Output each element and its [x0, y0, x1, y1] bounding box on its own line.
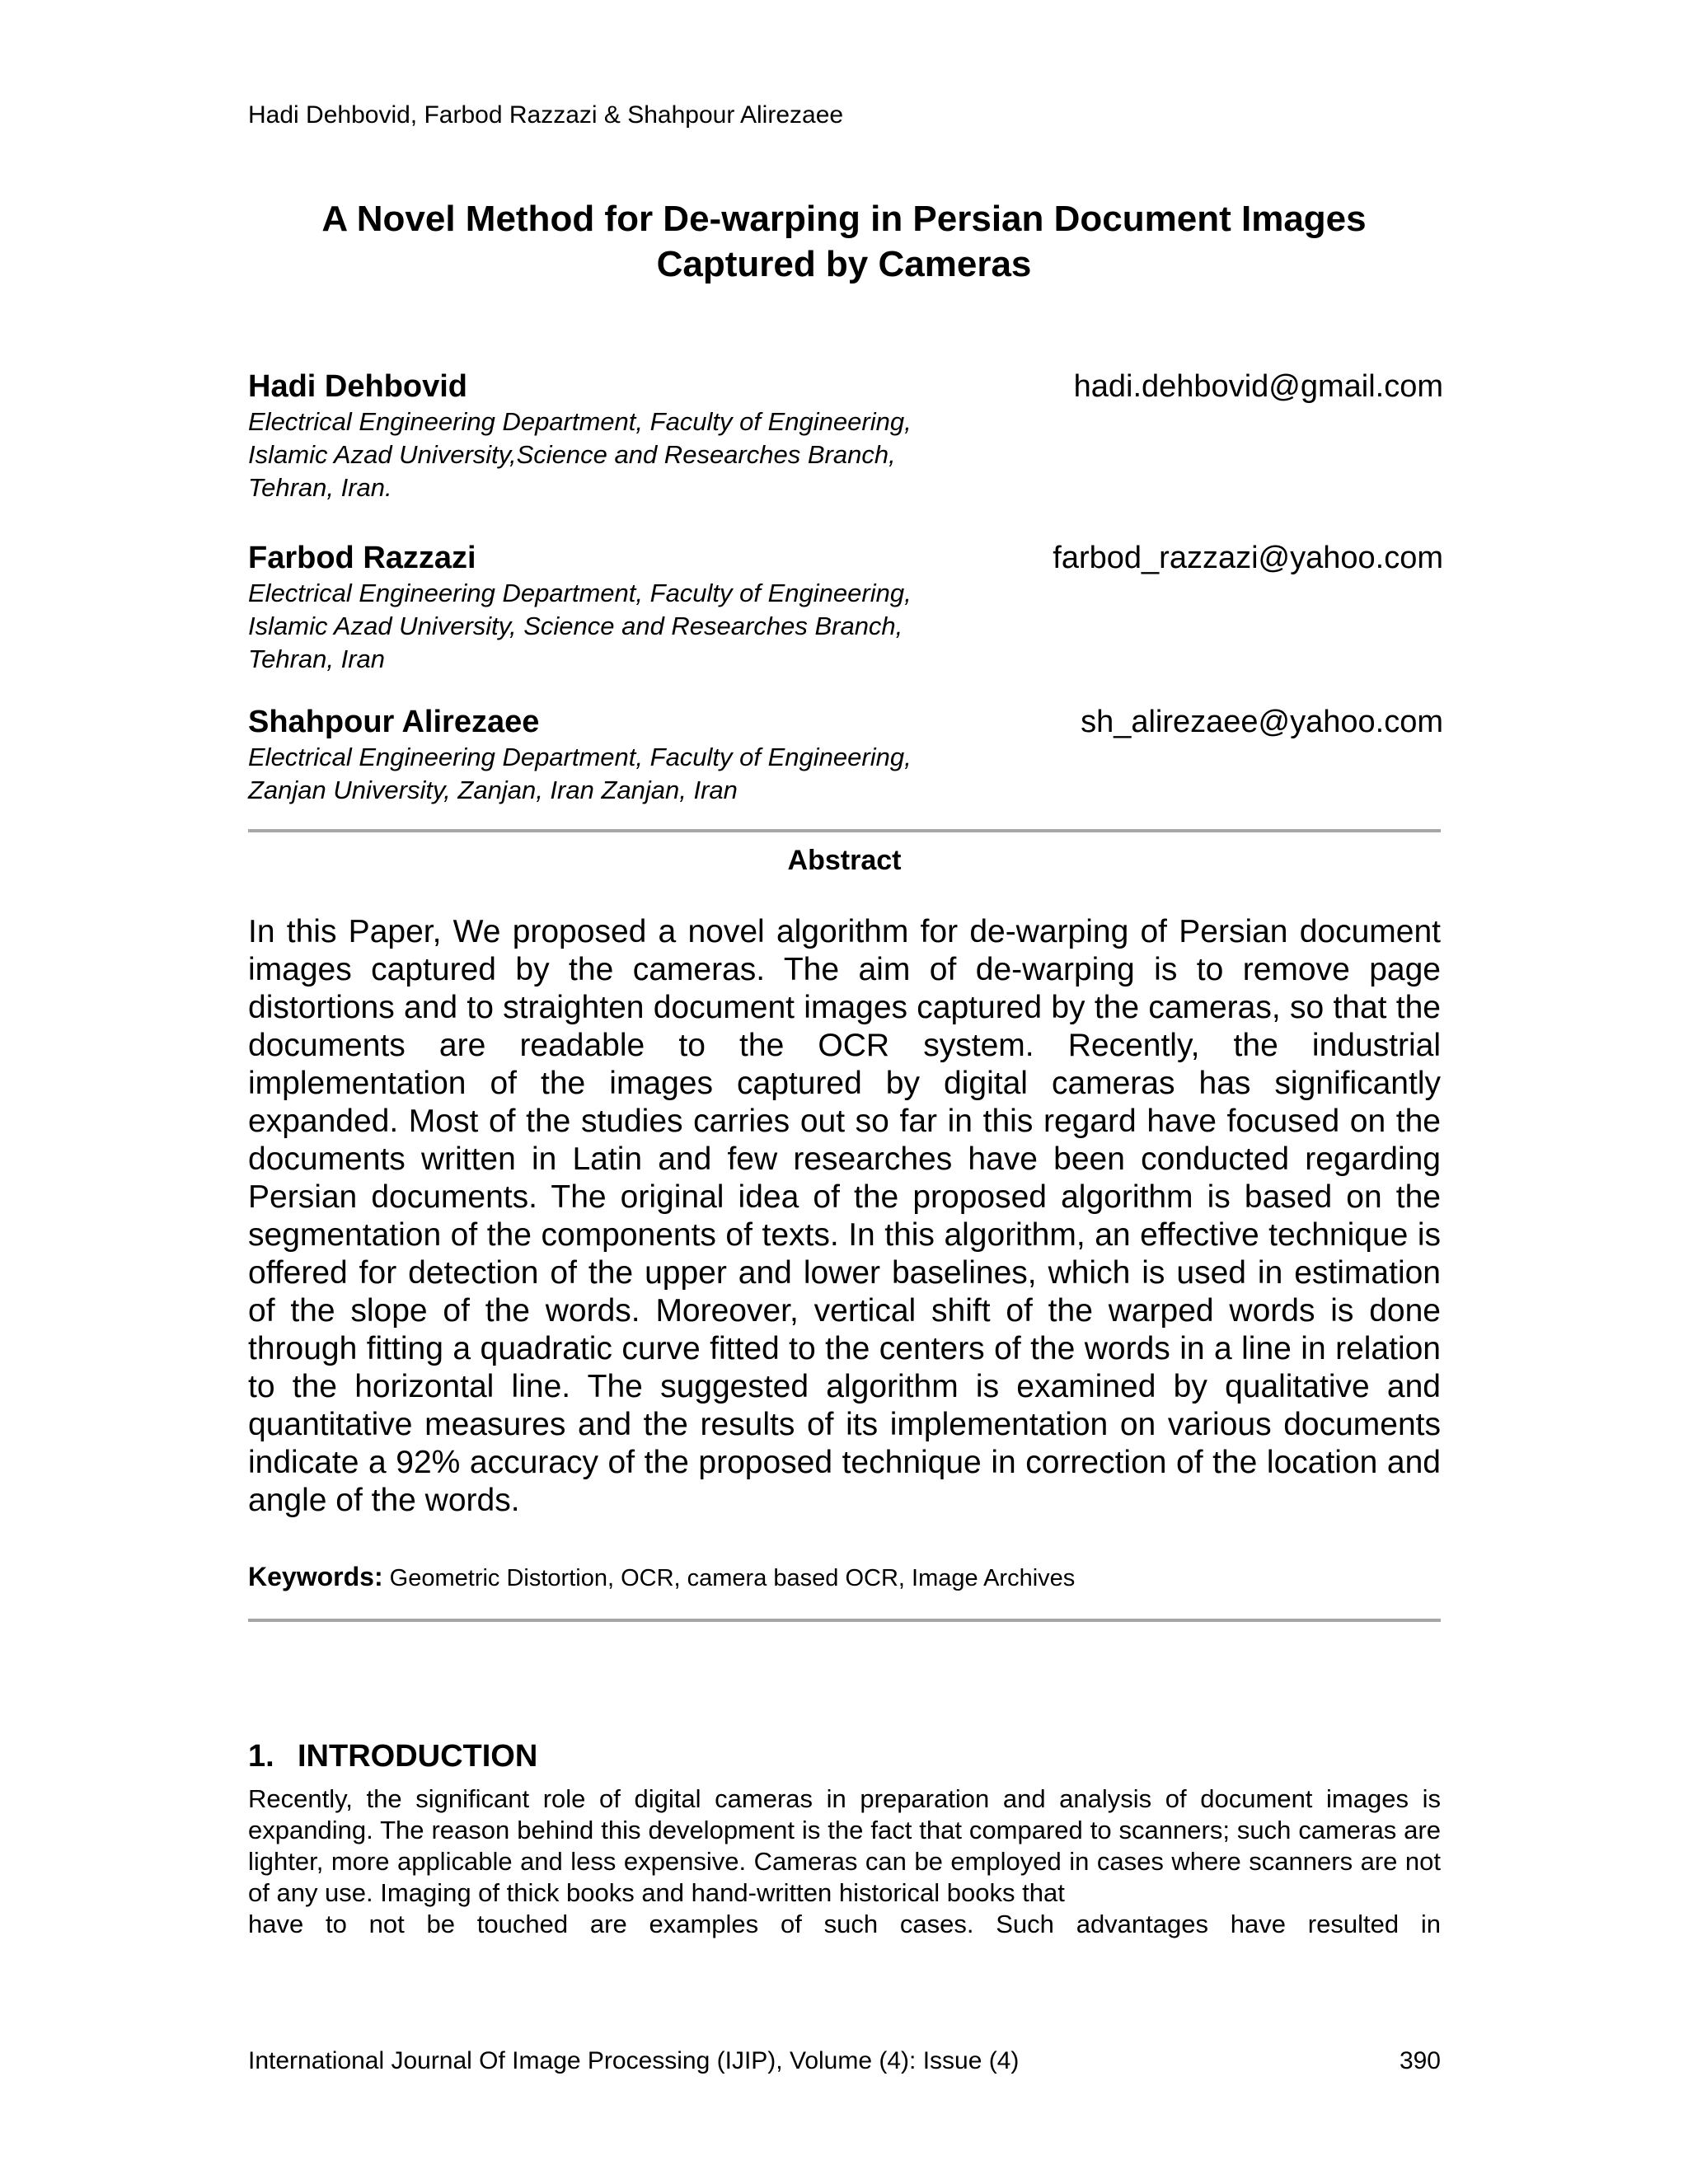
- author-affiliation-line: Tehran, Iran.: [248, 473, 392, 502]
- author-block-3: [248, 703, 1443, 807]
- keywords-line: [248, 1561, 1441, 1594]
- introduction-paragraph: Recently, the significant role of digital cameras in preparation and analysis of document images is expanding. The reason behind this development is the fact that compared to scanners; such cameras are lighter, more applicable and less expensive. Cameras can be employed in cases where scanners are not of any use. Imaging of thick books and hand-written historical books that: [248, 1784, 1441, 1907]
- paper-title-line-1: A Novel Method for De-warping in Persian Document Images: [321, 199, 1367, 239]
- introduction-last-line: have to not be touched are examples of such cases. Such advantages have resulted in: [248, 1910, 1441, 1938]
- abstract-heading: Abstract: [787, 845, 902, 876]
- author-name: Shahpour Alirezaee: [248, 705, 540, 739]
- author-block-2: [248, 539, 1443, 676]
- author-email: farbod_razzazi@yahoo.com: [1053, 541, 1443, 575]
- author-name: Hadi Dehbovid: [248, 369, 468, 404]
- section-number: 1.: [248, 1739, 274, 1774]
- section-heading-introduction: [248, 1737, 537, 1775]
- footer-journal-citation: International Journal Of Image Processing (IJIP), Volume (4): Issue (4): [248, 2047, 1020, 2074]
- author-email: sh_alirezaee@yahoo.com: [1081, 705, 1443, 739]
- abstract-top-divider: [248, 829, 1441, 832]
- running-head: Hadi Dehbovid, Farbod Razzazi & Shahpour Alirezaee: [248, 101, 844, 129]
- section-title: INTRODUCTION: [298, 1739, 538, 1774]
- introduction-text: [248, 1783, 1441, 1940]
- author-affiliation-line: Electrical Engineering Department, Faculty of Engineering,: [248, 743, 912, 771]
- author-affiliation-line: Electrical Engineering Department, Faculty of Engineering,: [248, 407, 912, 436]
- author-affiliation-line: Islamic Azad University,Science and Researches Branch,: [248, 440, 896, 469]
- author-affiliation-line: Tehran, Iran: [248, 644, 386, 673]
- author-affiliation-line: Electrical Engineering Department, Faculty of Engineering,: [248, 579, 912, 607]
- footer-page-number: 390: [1399, 2047, 1441, 2074]
- author-affiliation-line: Zanjan University, Zanjan, Iran Zanjan, Iran: [248, 776, 738, 804]
- abstract-text: In this Paper, We proposed a novel algorithm for de-warping of Persian document images captured by the cameras. The aim of de-warping is to remove page distortions and to straighten document images captured by the cameras, so that the documents are readable to the OCR system. Recently, the industrial implementation of the images captured by digital cameras has significantly expanded. Most of the studies carries out so far in this regard have focused on the documents written in Latin and few researches have been conducted regarding Persian documents. The original idea of the proposed algorithm is based on the segmentation of the components of texts. In this algorithm, an effective technique is offered for detection of the upper and lower baselines, which is used in estimation of the slope of the words. Moreover, vertical shift of the warped words is done through fitting a quadratic curve fitted to the centers of the words in a line in relation to the horizontal line. The suggested algorithm is examined by qualitative and quantitative measures and the results of its implementation on various documents indicate a 92% accuracy of the proposed technique in correction of the location and angle of the words.: [248, 914, 1441, 1518]
- paper-title-line-2: Captured by Cameras: [656, 244, 1032, 284]
- author-affiliation-line: Islamic Azad University, Science and Researches Branch,: [248, 612, 903, 640]
- keywords-label: Keywords:: [248, 1562, 383, 1591]
- author-name: Farbod Razzazi: [248, 541, 476, 575]
- keywords-text: Geometric Distortion, OCR, camera based OCR, Image Archives: [389, 1565, 1076, 1591]
- paper-title: [198, 196, 1490, 287]
- author-block-1: [248, 368, 1443, 504]
- author-email: hadi.dehbovid@gmail.com: [1073, 369, 1443, 404]
- abstract-bottom-divider: [248, 1619, 1441, 1622]
